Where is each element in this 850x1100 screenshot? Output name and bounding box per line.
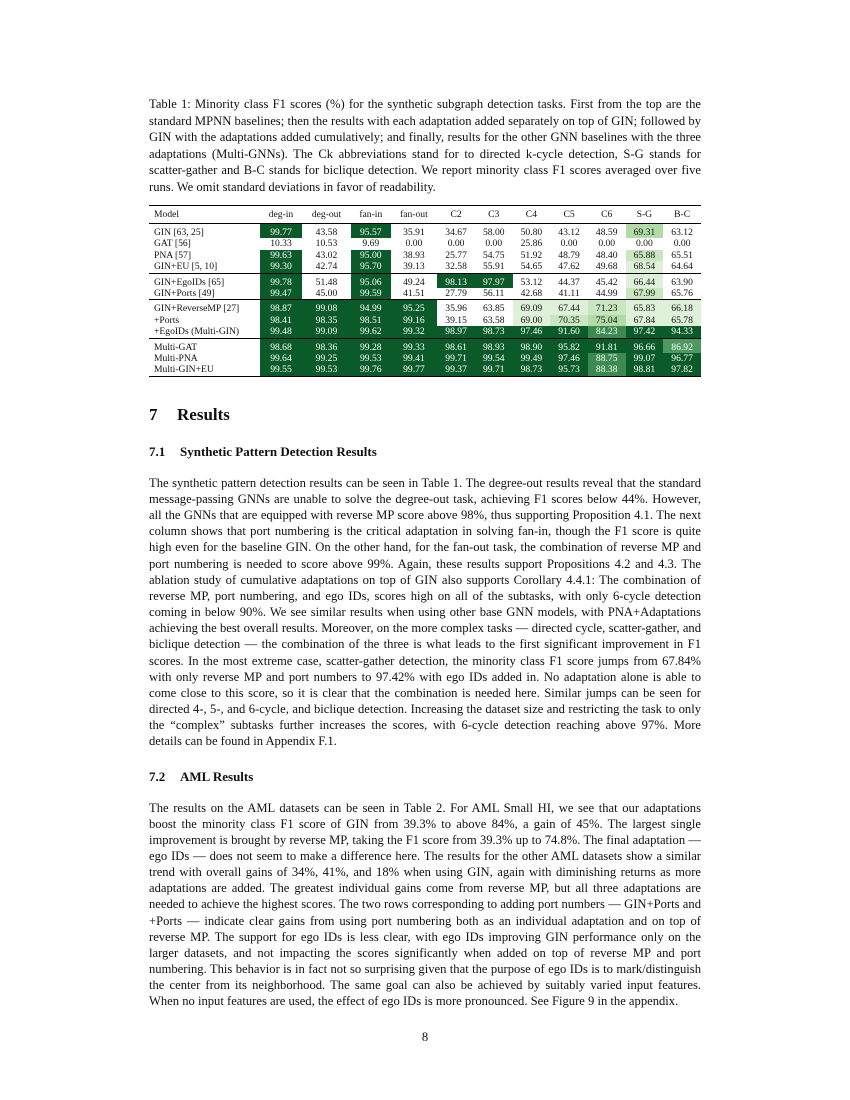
table-row — [149, 353, 701, 364]
table-cell-score: 99.07 — [626, 353, 664, 364]
table-cell-score: 68.54 — [626, 261, 664, 273]
table-cell-score: 65.83 — [626, 300, 664, 315]
table-cell-score: 53.12 — [513, 273, 551, 288]
table-cell-score: 69.09 — [513, 300, 551, 315]
table-cell-score: 65.76 — [671, 288, 693, 299]
table-cell-score: 99.71 — [475, 364, 513, 376]
table-cell-model: GIN [63, 25] — [154, 226, 204, 238]
column-header: fan-in — [351, 205, 391, 223]
table-cell-score: 64.64 — [671, 261, 693, 273]
table-cell-score: 35.96 — [437, 300, 475, 315]
table-cell-model: Multi-GAT — [149, 338, 260, 353]
table-cell-score: 88.38 — [588, 364, 626, 376]
table-row — [149, 300, 701, 315]
table-cell-score: 47.62 — [558, 261, 580, 273]
column-header: C4 — [513, 205, 551, 223]
table-cell-score: 41.11 — [558, 288, 580, 299]
table-cell-score: 98.51 — [351, 315, 391, 326]
table-cell-score: 10.53 — [315, 238, 338, 250]
table-cell-score: 48.40 — [595, 249, 618, 261]
table-cell-score: 49.24 — [391, 273, 438, 288]
table-cell-score: 35.91 — [403, 226, 425, 238]
paragraph-synthetic-results: The synthetic pattern detection results can be seen in Table 1. The degree-out results reveal that the standard message-passing GNNs are unable to solve the degree-out task, achieving F1 scores below 44%. However, all the GNNs that are equipped with reverse MP score above 98%, thus supporting Proposition 4.1. The next column shows that port numbering is the critical adaptation in solving fan-in, though the F1 score is quite high even for the baseline GIN. On the other hand, for the fan-out task, the combination of reverse MP and port numbering is needed to score above 99%. Again, these results support Propositions 4.2 and 4.3. The ablation study of cumulative adaptations on top of GIN also supports Corollary 4.4.1: The combination of reverse MP, port numbering, and ego IDs, scores high on all of the subtasks, with only 6-cycle detection coming in below 90%. We see similar results when using other base GNN models, with PNA+Adaptations achieving the best overall results. Moreover, on the more complex tasks — directed cycle, scatter-gather, and biclique detection — the combination of the three is what leads to the first significant improvement in F1 scores. In the most extreme case, scatter-gather detection, the minority class F1 score jumps from 67.84% with only reverse MP and port numbers to 97.42% with ego IDs added in. No adaptation alone is able to come close to this score, so it is clear that the combination is needed here. Similar jumps can be seen for directed 4-, 5-, and 6-cycle, and biclique detection. Increasing the dataset size and restricting the task to only the “complex” subtasks further increases the scores, with 6-cycle detection reaching above 97%. More details can be found in Appendix F.1. — [149, 475, 701, 749]
table-cell-score: 99.55 — [260, 364, 302, 376]
subsection-number: 7.1 — [149, 443, 166, 459]
table-cell-score: 95.70 — [351, 261, 391, 273]
table-cell-model: GIN+Ports [49] — [154, 288, 215, 299]
table-cell-score: 97.46 — [513, 326, 551, 338]
column-header: C2 — [437, 205, 475, 223]
table-cell-score: 32.58 — [445, 261, 467, 273]
column-header: fan-out — [391, 205, 438, 223]
table-cell-score: 95.57 — [351, 223, 391, 238]
table-cell-score: 45.42 — [588, 273, 626, 288]
table-cell-score: 99.28 — [351, 338, 391, 353]
table-cell-score: 98.93 — [475, 338, 513, 353]
table-cell-score: 34.67 — [445, 226, 467, 238]
table-cell-score: 99.64 — [260, 353, 302, 364]
table-cell-score: 0.00 — [635, 238, 653, 250]
table-cell-model: Multi-GIN+EU — [149, 364, 260, 376]
table-cell-score: 94.33 — [663, 326, 701, 338]
table-cell-score: 99.09 — [302, 326, 351, 338]
table-cell-score: 99.30 — [260, 261, 302, 273]
column-header: S-G — [626, 205, 664, 223]
table-cell-model: PNA [57] — [154, 249, 192, 261]
subsection-heading-aml — [149, 769, 701, 785]
table-cell-score: 63.90 — [663, 273, 701, 288]
table-cell-score: 67.99 — [626, 288, 664, 300]
table-cell-score: 42.74 — [315, 261, 338, 273]
table-cell-score: 43.12 — [558, 226, 580, 238]
table-cell-score: 70.35 — [550, 315, 588, 326]
table-row-group — [149, 338, 701, 376]
table-header-row — [149, 205, 701, 223]
table-cell-score: 99.47 — [260, 288, 302, 300]
table-row — [149, 273, 701, 288]
column-header: C6 — [588, 205, 626, 223]
table-row-group — [149, 223, 701, 273]
table-row-group — [149, 273, 701, 300]
table-cell-model: Multi-PNA — [154, 353, 198, 365]
table-cell-score: 45.00 — [315, 288, 338, 299]
table-cell-score: 66.18 — [663, 300, 701, 315]
table-cell-score: 98.73 — [513, 364, 551, 376]
column-header: B-C — [663, 205, 701, 223]
table-cell-score: 63.58 — [482, 314, 505, 326]
table-cell-score: 98.90 — [513, 338, 551, 353]
results-table — [149, 205, 701, 377]
table-cell-score: 95.82 — [550, 338, 588, 353]
table-cell-score: 98.73 — [475, 326, 513, 338]
table-cell-model: GIN+EU [5, 10] — [154, 261, 218, 273]
table-cell-model: +Ports — [154, 314, 180, 326]
table-cell-score: 99.33 — [391, 338, 438, 353]
table-cell-score: 48.79 — [558, 249, 580, 261]
table-cell-score: 55.91 — [482, 261, 505, 273]
table-cell-score: 99.63 — [260, 250, 302, 261]
table-cell-score: 43.58 — [315, 226, 338, 238]
table-cell-score: 95.73 — [550, 364, 588, 376]
table-cell-score: 86.92 — [663, 338, 701, 353]
table-cell-score: 58.00 — [482, 226, 505, 238]
table-cell-score: 99.53 — [302, 364, 351, 376]
table-cell-score: 94.99 — [351, 300, 391, 315]
column-header-model: Model — [149, 205, 260, 223]
section-heading-results — [149, 405, 701, 425]
table-cell-score: 44.99 — [595, 288, 618, 299]
table-cell-score: 98.81 — [626, 364, 664, 376]
table-cell-model: +EgoIDs (Multi-GIN) — [154, 326, 240, 338]
column-header: deg-in — [260, 205, 302, 223]
table-row — [149, 238, 701, 249]
table-cell-score: 99.49 — [513, 353, 551, 364]
table-cell-score: 96.77 — [663, 353, 701, 364]
paragraph-aml-results: The results on the AML datasets can be seen in Table 2. For AML Small HI, we see that our adaptations boost the minority class F1 score of GIN from 39.3% to above 84%, a gain of 45%. The largest single improvement is brought by reverse MP, taking the F1 score from 39.3% up to 74.8%. The final adaptation — ego IDs — does not seem to make a difference here. The results for the other AML datasets show a similar trend with overall gains of 34%, 41%, and 18% when using GIN, again with diminishing returns as more adaptations are added. The greatest individual gains come from reverse MP, but all three adaptations are needed to achieve the highest scores. The two rows corresponding to adding port numbers — GIN+Ports and +Ports — indicate clear gains from using port numbering both as an individual adaptation and on top of reverse MP. The support for ego IDs is less clear, with ego IDs improving GIN performance only on the larger datasets, and not impacting the scores significantly when added on top of reverse MP and port numbering. This behavior is in fact not so surprising given that the purpose of ego IDs is to mark/distinguish the center from its neighborhood. The same goal can also be achieved by suitably varied input features. When no input features are used, the effect of ego IDs is more pronounced. See Figure 9 in the appendix. — [149, 800, 701, 1009]
table-cell-score: 98.36 — [302, 338, 351, 353]
table-cell-score: 51.48 — [302, 273, 351, 288]
table-row-group — [149, 300, 701, 338]
column-header: C3 — [475, 205, 513, 223]
table-cell-score: 99.76 — [351, 364, 391, 376]
table-cell-score: 63.12 — [671, 226, 693, 238]
table-cell-score: 96.66 — [626, 338, 664, 353]
section-title: Results — [177, 404, 230, 424]
column-header: C5 — [550, 205, 588, 223]
table-cell-score: 98.13 — [437, 273, 475, 288]
table-cell-score: 27.79 — [445, 288, 467, 299]
table-cell-score: 91.60 — [550, 326, 588, 338]
table-cell-score: 99.59 — [351, 288, 391, 300]
table-cell-score: 10.33 — [270, 238, 292, 250]
table-cell-score: 49.68 — [595, 261, 618, 273]
table-cell-score: 99.25 — [302, 353, 351, 364]
table-cell-score: 54.65 — [520, 261, 543, 273]
table-cell-score: 54.75 — [482, 249, 505, 261]
table-cell-score: 56.11 — [483, 288, 505, 299]
table-cell-score: 39.15 — [445, 314, 467, 326]
table-cell-score: 65.78 — [663, 315, 701, 326]
table-cell-score: 99.37 — [437, 364, 475, 376]
table-cell-score: 97.42 — [626, 326, 664, 338]
table-cell-score: 0.00 — [447, 238, 465, 250]
table-cell-score: 99.08 — [302, 300, 351, 315]
table-row — [149, 315, 701, 326]
table-cell-score: 91.81 — [588, 338, 626, 353]
table-cell-score: 84.23 — [588, 326, 626, 338]
section-number: 7 — [149, 404, 158, 424]
table-row — [149, 338, 701, 353]
table-cell-score: 99.62 — [351, 326, 391, 338]
table-cell-score: 95.06 — [351, 273, 391, 288]
table-cell-score: 39.13 — [403, 261, 425, 273]
table-cell-model: GAT [56] — [154, 238, 191, 250]
table-cell-score: 95.00 — [351, 250, 391, 261]
table-cell-score: 67.84 — [626, 315, 664, 326]
table-cell-score: 50.80 — [520, 226, 543, 238]
table-cell-score: 0.00 — [405, 238, 423, 250]
table-caption: Table 1: Minority class F1 scores (%) for the synthetic subgraph detection tasks. First from the top are the standard MPNN baselines; then the results with each adaptation added separately on top of GIN; followed by GIN with the adaptations added cumulatively; and finally, results for the other GNN baselines with the three adaptations (Multi-GNNs). The Ck abbreviations stand for to directed k-cycle detection, S-G stands for scatter-gather and B-C stands for biclique detection. We report minority class F1 scores averaged over five runs. We omit standard deviations in favor of readability. — [149, 97, 701, 194]
table-row — [149, 364, 701, 376]
table-cell-score: 99.16 — [391, 315, 438, 326]
paper-page — [149, 96, 701, 1010]
subsection-heading-synthetic — [149, 444, 701, 460]
table-cell-score: 99.77 — [260, 223, 302, 238]
table-cell-score: 67.44 — [550, 300, 588, 315]
table-cell-score: 43.02 — [315, 249, 338, 261]
table-cell-score: 75.04 — [588, 315, 626, 326]
table-cell-score: 99.71 — [437, 353, 475, 364]
table-cell-score: 0.00 — [560, 238, 578, 250]
table-row — [149, 261, 701, 273]
table-cell-score: 69.31 — [626, 223, 664, 238]
table-row — [149, 250, 701, 261]
table-cell-score: 98.35 — [302, 315, 351, 326]
table-cell-score: 99.48 — [260, 326, 302, 338]
table-row — [149, 288, 701, 300]
table-cell-score: 0.00 — [673, 238, 691, 250]
table-cell-score: 99.53 — [351, 353, 391, 364]
table-cell-score: 51.92 — [520, 249, 543, 261]
table-cell-score: 98.41 — [260, 315, 302, 326]
subsection-title: AML Results — [180, 768, 254, 784]
table-row — [149, 326, 701, 338]
table-cell-score: 63.85 — [475, 300, 513, 315]
table-cell-score: 97.97 — [475, 273, 513, 288]
table-cell-score: 25.86 — [520, 238, 543, 250]
table-cell-score: 66.44 — [626, 273, 664, 288]
column-header: deg-out — [302, 205, 351, 223]
table-cell-score: 99.41 — [391, 353, 438, 364]
table-cell-score: 97.46 — [550, 353, 588, 364]
table-cell-score: 98.97 — [437, 326, 475, 338]
table-cell-score: 99.78 — [260, 273, 302, 288]
table-cell-score: 88.75 — [588, 353, 626, 364]
page-number: 8 — [421, 1030, 429, 1044]
subsection-number: 7.2 — [149, 768, 166, 784]
table-cell-score: 25.77 — [445, 249, 467, 261]
table-cell-score: 71.23 — [588, 300, 626, 315]
table-cell-score: 99.77 — [391, 364, 438, 376]
table-cell-score: 99.32 — [391, 326, 438, 338]
table-cell-score: 65.88 — [626, 250, 664, 261]
table-cell-model: GIN+EgoIDs [65] — [149, 273, 260, 288]
table-cell-score: 38.93 — [403, 249, 425, 261]
table-cell-score: 48.59 — [595, 226, 618, 238]
table-cell-score: 0.00 — [598, 238, 616, 250]
table-cell-score: 95.25 — [391, 300, 438, 315]
table-cell-score: 0.00 — [485, 238, 503, 250]
table-cell-score: 44.37 — [550, 273, 588, 288]
table-cell-score: 69.00 — [513, 315, 551, 326]
table-cell-score: 42.68 — [520, 288, 543, 299]
table-cell-model: GIN+ReverseMP [27] — [149, 300, 260, 315]
table-cell-score: 98.87 — [260, 300, 302, 315]
subsection-title: Synthetic Pattern Detection Results — [180, 443, 377, 459]
table-cell-score: 65.51 — [671, 249, 693, 261]
table-cell-score: 98.68 — [260, 338, 302, 353]
table-cell-score: 97.82 — [663, 364, 701, 376]
table-cell-score: 99.54 — [475, 353, 513, 364]
table-cell-score: 9.69 — [362, 238, 380, 250]
table-cell-score: 98.61 — [437, 338, 475, 353]
table-cell-score: 41.51 — [403, 288, 425, 299]
table-row — [149, 223, 701, 238]
